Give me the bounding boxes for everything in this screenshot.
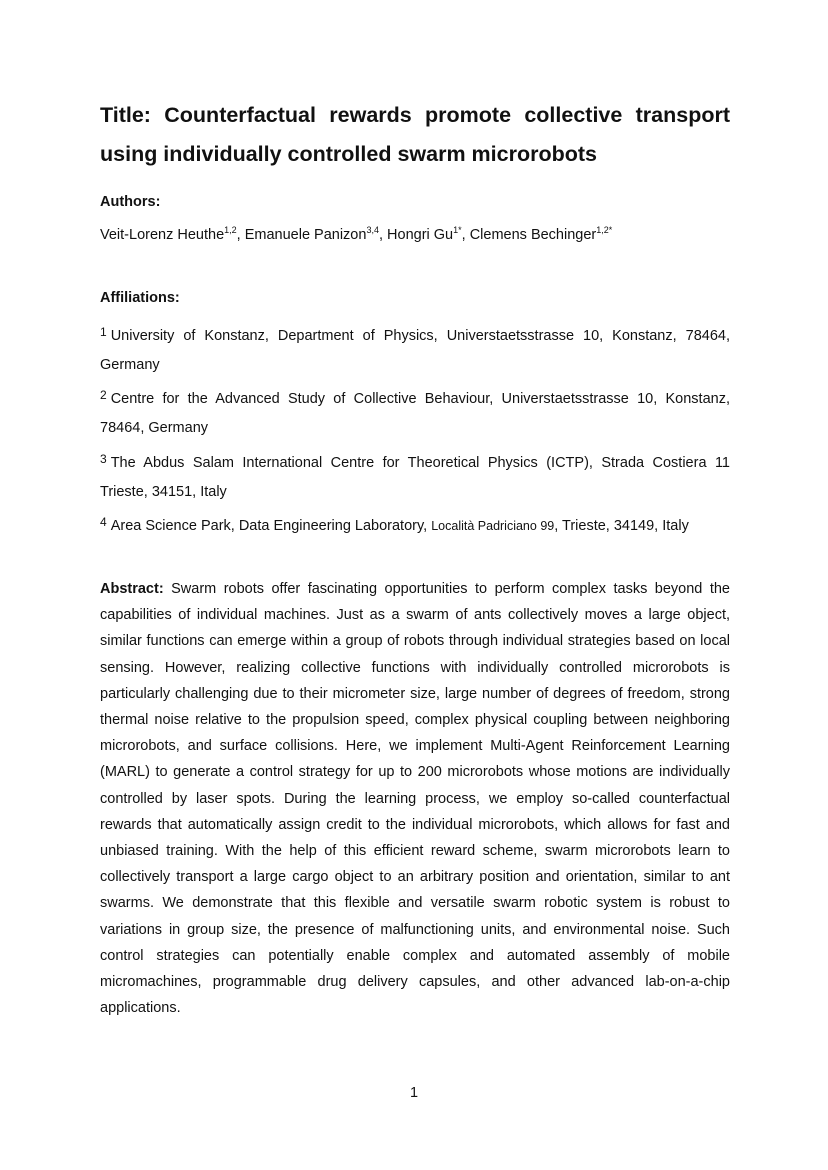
abstract-text: Swarm robots offer fascinating opportunities to perform complex tasks beyond the capabilities of individual machines. Just as a swarm of ants collectively moves a large object, similar functions can emerge within a group of robots through individual strategies based on local sensing. However, realizing collective functions with individually controlled microrobots is particularly challenging due to their micrometer size, large number of degrees of freedom, strong thermal noise relative to the propulsion speed, complex physical coupling between neighboring microrobots, and surface collisions. Here, we implement Multi-Agent Reinforcement Learning (MARL) to generate a control strategy for up to 200 microrobots whose motions are individually controlled by laser spots. During the learning process, we employ so-called counterfactual rewards that automatically assign credit to the individual microrobots, which allows for fast and unbiased training. With the help of this efficient reward scheme, swarm microrobots learn to collectively transport a large cargo object to an arbitrary position and orientation, similar to ant swarms. We demonstrate that this flexible and versatile swarm robotic system is robust to variations in group size, the presence of malfunctioning units, and environmental noise. Such control strategies can potentially enable complex and automated assembly of mobile micromachines, programmable drug delivery capsules, and other advanced lab-on-a-chip applications. [100, 581, 730, 1017]
affiliation-item [100, 445, 730, 507]
abstract-label: Abstract: [100, 581, 164, 597]
affiliations-label: Affiliations: [100, 290, 180, 306]
author-affiliation-sup: 1* [453, 225, 462, 236]
author-affiliation-sup: 1,2* [596, 225, 613, 236]
author-name: Hongri Gu [387, 227, 454, 243]
authors-line [100, 227, 730, 243]
author-separator: , [378, 227, 388, 243]
affiliation-number: 3 [100, 452, 107, 466]
affiliation-text: Centre for the Advanced Study of Collective Behaviour, Universtaetsstrasse 10, Konstanz, 78464, Germany [100, 391, 730, 436]
author-name: Clemens Bechinger [469, 227, 597, 243]
affiliation-text: Area Science Park, Data Engineering Laboratory, [110, 518, 432, 534]
author-separator: , [236, 227, 245, 243]
affiliation-number: 1 [100, 325, 107, 339]
affiliation-item [100, 318, 730, 380]
affiliation-number: 4 [100, 515, 107, 529]
abstract-paragraph [100, 576, 730, 1021]
paper-title: Title: Counterfactual rewards promote collective transport using individually controlled swarm microrobots [100, 103, 730, 166]
affiliation-text-address: Località Padriciano 99 [431, 519, 555, 533]
affiliation-text: University of Konstanz, Department of Physics, Universtaetsstrasse 10, Konstanz, 78464, Germany [100, 328, 730, 373]
author-affiliation-sup: 3,4 [366, 225, 379, 236]
authors-label: Authors: [100, 194, 161, 210]
author-name: Emanuele Panizon [244, 227, 367, 243]
affiliation-text: The Abdus Salam International Centre for Theoretical Physics (ICTP), Strada Costiera 11 Trieste, 34151, Italy [100, 455, 730, 500]
affiliation-number: 2 [100, 388, 107, 402]
affiliation-item [100, 381, 730, 443]
affiliation-item [100, 508, 730, 541]
author-separator: , [461, 227, 470, 243]
author-affiliation-sup: 1,2 [224, 225, 237, 236]
author-name: Veit-Lorenz Heuthe [100, 227, 225, 243]
affiliation-text: , Trieste, 34149, Italy [554, 518, 689, 534]
page-number: 1 [409, 1085, 419, 1101]
